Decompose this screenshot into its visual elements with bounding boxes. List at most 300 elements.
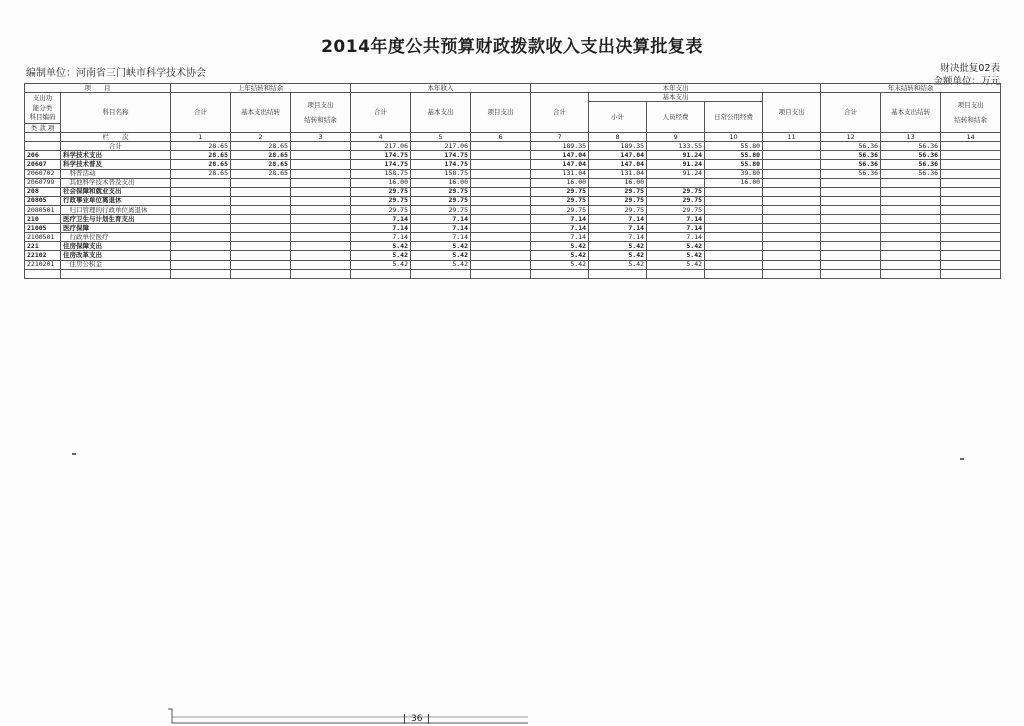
row-value-col-5: 7.14 — [411, 215, 471, 224]
row-value-col-11 — [763, 242, 821, 251]
row-value-col-7: 189.35 — [531, 142, 589, 151]
row-code: 208 — [25, 187, 61, 196]
row-value-col-11 — [763, 187, 821, 196]
row-value-col-3 — [291, 196, 351, 205]
header-lei-kuan-xiang — [25, 124, 61, 133]
row-subject-name: 住房保障支出 — [61, 242, 171, 251]
row-value-col-5: 7.14 — [411, 224, 471, 233]
row-value-col-10: 55.80 — [705, 151, 763, 160]
row-value-col-6 — [471, 233, 531, 242]
row-value-col-5: 174.75 — [411, 160, 471, 169]
row-value-col-10 — [705, 251, 763, 260]
row-value-col-7: 16.00 — [531, 178, 589, 187]
row-value-col-11 — [763, 142, 821, 151]
row-code: 206 — [25, 151, 61, 160]
row-value-col-13 — [881, 224, 941, 233]
row-value-col-7: 29.75 — [531, 187, 589, 196]
row-value-col-14 — [941, 233, 1001, 242]
row-value-col-6 — [471, 160, 531, 169]
row-value-col-4: 7.14 — [351, 224, 411, 233]
row-value-col-1 — [171, 187, 231, 196]
col-num: 9 — [647, 133, 705, 142]
row-code: 2100501 — [25, 233, 61, 242]
blank-cell — [291, 269, 351, 278]
row-value-col-3 — [291, 205, 351, 214]
row-value-col-3 — [291, 187, 351, 196]
row-value-col-4: 174.75 — [351, 151, 411, 160]
row-value-col-9: 29.75 — [647, 196, 705, 205]
row-value-col-4: 7.14 — [351, 215, 411, 224]
preparing-unit: 编制单位：河南省三门峡市科学技术协会 — [26, 68, 206, 79]
row-value-col-13 — [881, 205, 941, 214]
header-yearend-project — [941, 93, 1001, 133]
row-value-col-4: 5.42 — [351, 260, 411, 269]
row-value-col-14 — [941, 178, 1001, 187]
row-value-col-3 — [291, 224, 351, 233]
row-value-col-3 — [291, 169, 351, 178]
row-value-col-13: 56.36 — [881, 151, 941, 160]
row-value-col-10 — [705, 196, 763, 205]
row-value-col-9: 29.75 — [647, 205, 705, 214]
table-row — [25, 187, 1001, 196]
row-code: 2080501 — [25, 205, 61, 214]
row-value-col-5: 5.42 — [411, 242, 471, 251]
row-value-col-13 — [881, 178, 941, 187]
row-subject-name: 行政事业单位离退休 — [61, 196, 171, 205]
row-value-col-12: 56.36 — [821, 142, 881, 151]
row-value-col-1: 28.65 — [171, 142, 231, 151]
row-value-col-6 — [471, 251, 531, 260]
row-value-col-12 — [821, 178, 881, 187]
row-value-col-11 — [763, 169, 821, 178]
row-value-col-13 — [881, 196, 941, 205]
row-value-col-14 — [941, 151, 1001, 160]
budget-table — [24, 83, 1001, 279]
row-value-col-6 — [471, 169, 531, 178]
blank-cell — [589, 269, 647, 278]
row-value-col-6 — [471, 196, 531, 205]
row-value-col-7: 7.14 — [531, 215, 589, 224]
row-value-col-11 — [763, 205, 821, 214]
row-value-col-2 — [231, 215, 291, 224]
row-value-col-8: 7.14 — [589, 224, 647, 233]
row-value-col-10 — [705, 242, 763, 251]
col-num: 5 — [411, 133, 471, 142]
row-value-col-9: 91.24 — [647, 151, 705, 160]
table-row — [25, 233, 1001, 242]
blank-cell — [941, 269, 1001, 278]
row-value-col-1: 28.65 — [171, 151, 231, 160]
row-value-col-11 — [763, 251, 821, 260]
row-code: 20607 — [25, 160, 61, 169]
row-value-col-14 — [941, 242, 1001, 251]
header-prev-project-l2: 结转和结余 — [304, 115, 337, 124]
blank-cell — [881, 269, 941, 278]
row-value-col-13 — [881, 242, 941, 251]
row-subject-name: 科学技术普及 — [61, 160, 171, 169]
row-value-col-1 — [171, 233, 231, 242]
row-value-col-8: 7.14 — [589, 215, 647, 224]
row-value-col-4: 158.75 — [351, 169, 411, 178]
row-value-col-8: 29.75 — [589, 187, 647, 196]
row-value-col-5: 16.00 — [411, 178, 471, 187]
row-value-col-2: 28.65 — [231, 160, 291, 169]
blank-cell — [171, 269, 231, 278]
row-value-col-8: 131.04 — [589, 169, 647, 178]
row-value-col-9: 5.42 — [647, 242, 705, 251]
row-code: 2060799 — [25, 178, 61, 187]
row-value-col-7: 131.04 — [531, 169, 589, 178]
row-code: 2210201 — [25, 260, 61, 269]
row-value-col-11 — [763, 233, 821, 242]
header-income-project: 项目支出 — [471, 93, 531, 133]
row-value-col-9: 91.24 — [647, 160, 705, 169]
row-value-col-12 — [821, 205, 881, 214]
row-value-col-1: 28.65 — [171, 169, 231, 178]
row-value-col-2 — [231, 251, 291, 260]
header-func-class — [25, 93, 61, 124]
row-value-col-10: 55.80 — [705, 160, 763, 169]
row-code — [25, 142, 61, 151]
row-value-col-10 — [705, 205, 763, 214]
row-value-col-3 — [291, 233, 351, 242]
row-value-col-14 — [941, 169, 1001, 178]
row-value-col-12 — [821, 251, 881, 260]
row-value-col-9: 7.14 — [647, 233, 705, 242]
col-num: 13 — [881, 133, 941, 142]
row-value-col-1 — [171, 224, 231, 233]
row-value-col-14 — [941, 196, 1001, 205]
row-subject-name: 医疗保障 — [61, 224, 171, 233]
row-value-col-12 — [821, 215, 881, 224]
row-value-col-13 — [881, 251, 941, 260]
row-value-col-5: 5.42 — [411, 260, 471, 269]
row-value-col-8: 147.04 — [589, 160, 647, 169]
row-value-col-10: 16.00 — [705, 178, 763, 187]
lanci-label: 栏 次 — [61, 133, 171, 142]
row-value-col-10 — [705, 224, 763, 233]
blank-cell — [821, 269, 881, 278]
row-value-col-11 — [763, 151, 821, 160]
row-value-col-6 — [471, 205, 531, 214]
row-value-col-7: 29.75 — [531, 196, 589, 205]
row-code: 20805 — [25, 196, 61, 205]
row-value-col-1 — [171, 260, 231, 269]
row-code: 221 — [25, 242, 61, 251]
row-subject-name: 其他科学技术普及支出 — [61, 178, 171, 187]
header-income-basic: 基本支出 — [411, 93, 471, 133]
row-value-col-6 — [471, 215, 531, 224]
row-value-col-1 — [171, 196, 231, 205]
header-prev-total: 合计 — [171, 93, 231, 133]
row-value-col-9 — [647, 178, 705, 187]
row-value-col-8: 29.75 — [589, 196, 647, 205]
blank-cell — [351, 269, 411, 278]
table-row — [25, 224, 1001, 233]
form-number: 财决批复02表 — [940, 63, 1000, 74]
row-value-col-3 — [291, 251, 351, 260]
blank-cell — [647, 269, 705, 278]
row-value-col-14 — [941, 160, 1001, 169]
blank-cell — [411, 269, 471, 278]
header-prev-basic: 基本支出结转 — [231, 93, 291, 133]
row-value-col-7: 7.14 — [531, 224, 589, 233]
row-value-col-9: 5.42 — [647, 260, 705, 269]
blank-cell — [531, 269, 589, 278]
row-value-col-12: 56.36 — [821, 169, 881, 178]
row-value-col-5: 5.42 — [411, 251, 471, 260]
header-xiang: 项 — [47, 123, 55, 132]
row-value-col-3 — [291, 260, 351, 269]
row-value-col-4: 29.75 — [351, 196, 411, 205]
row-value-col-12 — [821, 196, 881, 205]
col-num: 10 — [705, 133, 763, 142]
blank-cell — [705, 269, 763, 278]
header-expense-project: 项目支出 — [763, 93, 821, 133]
row-value-col-1 — [171, 215, 231, 224]
col-num: 3 — [291, 133, 351, 142]
row-value-col-14 — [941, 187, 1001, 196]
row-code: 210 — [25, 215, 61, 224]
col-num: 1 — [171, 133, 231, 142]
row-code: 2060702 — [25, 169, 61, 178]
col-num: 8 — [589, 133, 647, 142]
header-lei: 类 — [30, 123, 38, 132]
row-value-col-5: 217.06 — [411, 142, 471, 151]
row-value-col-13 — [881, 233, 941, 242]
page-footer-stamp — [168, 697, 528, 726]
row-value-col-14 — [941, 215, 1001, 224]
row-value-col-9: 5.42 — [647, 251, 705, 260]
row-value-col-2: 28.65 — [231, 151, 291, 160]
table-row — [25, 205, 1001, 214]
row-value-col-12 — [821, 187, 881, 196]
row-value-col-6 — [471, 151, 531, 160]
blank-cell — [231, 269, 291, 278]
row-value-col-13 — [881, 187, 941, 196]
row-value-col-2 — [231, 187, 291, 196]
blank-cell — [471, 269, 531, 278]
col-num: 11 — [763, 133, 821, 142]
row-value-col-9: 7.14 — [647, 215, 705, 224]
row-value-col-11 — [763, 178, 821, 187]
header-func-line2: 能分类 — [32, 103, 53, 112]
table-row — [25, 169, 1001, 178]
row-value-col-8: 189.35 — [589, 142, 647, 151]
row-value-col-14 — [941, 260, 1001, 269]
row-value-col-7: 147.04 — [531, 151, 589, 160]
row-value-col-8: 5.42 — [589, 260, 647, 269]
row-value-col-6 — [471, 187, 531, 196]
row-value-col-3 — [291, 151, 351, 160]
row-value-col-9: 29.75 — [647, 187, 705, 196]
row-value-col-12 — [821, 242, 881, 251]
row-value-col-8: 16.00 — [589, 178, 647, 187]
row-value-col-12 — [821, 260, 881, 269]
row-value-col-10: 55.80 — [705, 142, 763, 151]
row-value-col-6 — [471, 242, 531, 251]
row-value-col-10 — [705, 260, 763, 269]
col-num: 12 — [821, 133, 881, 142]
footer-line — [168, 709, 528, 723]
header-yearend-basic: 基本支出结转 — [881, 93, 941, 133]
header-prev-carry: 上年结转和结余 — [171, 84, 351, 93]
row-value-col-13 — [881, 215, 941, 224]
table-row — [25, 260, 1001, 269]
row-value-col-13: 56.36 — [881, 160, 941, 169]
row-value-col-14 — [941, 205, 1001, 214]
row-code: 22102 — [25, 251, 61, 260]
row-value-col-12 — [821, 224, 881, 233]
row-value-col-5: 29.75 — [411, 196, 471, 205]
row-value-col-7: 5.42 — [531, 251, 589, 260]
scan-speck — [960, 458, 964, 460]
table-row — [25, 160, 1001, 169]
header-personnel: 人员经费 — [647, 102, 705, 133]
budget-table-container — [24, 83, 1000, 301]
row-value-col-10: 39.80 — [705, 169, 763, 178]
col-num: 2 — [231, 133, 291, 142]
scan-speck — [72, 453, 76, 455]
table-row — [25, 196, 1001, 205]
row-subject-name: 科普活动 — [61, 169, 171, 178]
page-title: 2014年度公共预算财政拨款收入支出决算批复表 — [321, 37, 703, 57]
row-value-col-4: 217.06 — [351, 142, 411, 151]
row-value-col-6 — [471, 260, 531, 269]
table-row — [25, 251, 1001, 260]
header-income-total: 合计 — [351, 93, 411, 133]
row-value-col-1 — [171, 205, 231, 214]
row-value-col-12: 56.36 — [821, 151, 881, 160]
blank-cell — [763, 269, 821, 278]
header-yearend-total: 合计 — [821, 93, 881, 133]
row-value-col-2 — [231, 224, 291, 233]
header-yearend-project-l2: 结转和结余 — [954, 115, 987, 124]
row-value-col-2 — [231, 233, 291, 242]
row-value-col-5: 158.75 — [411, 169, 471, 178]
header-subtotal: 小计 — [589, 102, 647, 133]
header-expense-basic: 基本支出 — [589, 93, 763, 102]
table-body — [25, 142, 1001, 269]
row-subject-name: 合计 — [61, 142, 171, 151]
row-value-col-3 — [291, 178, 351, 187]
header-curr-expense: 本年支出 — [531, 84, 821, 93]
col-num: 14 — [941, 133, 1001, 142]
row-value-col-2 — [231, 178, 291, 187]
header-curr-income: 本年收入 — [351, 84, 531, 93]
row-value-col-10 — [705, 187, 763, 196]
row-value-col-13: 56.36 — [881, 142, 941, 151]
row-value-col-4: 5.42 — [351, 242, 411, 251]
header-yearend-project-l1: 项目支出 — [957, 101, 984, 110]
row-value-col-11 — [763, 160, 821, 169]
table-row — [25, 242, 1001, 251]
amount-unit: 金额单位：万元 — [933, 76, 1000, 87]
header-func-line3: 科目编码 — [29, 112, 56, 121]
header-expense-total: 合计 — [531, 93, 589, 133]
row-value-col-4: 7.14 — [351, 233, 411, 242]
row-subject-name: 科学技术支出 — [61, 151, 171, 160]
col-num: 4 — [351, 133, 411, 142]
row-value-col-5: 29.75 — [411, 187, 471, 196]
row-value-col-8: 147.04 — [589, 151, 647, 160]
row-value-col-2: 28.65 — [231, 142, 291, 151]
row-value-col-1 — [171, 178, 231, 187]
row-value-col-6 — [471, 142, 531, 151]
row-value-col-8: 5.42 — [589, 251, 647, 260]
row-value-col-10 — [705, 233, 763, 242]
row-value-col-11 — [763, 260, 821, 269]
row-value-col-4: 29.75 — [351, 187, 411, 196]
table-row — [25, 215, 1001, 224]
blank-cell — [61, 269, 171, 278]
row-value-col-8: 7.14 — [589, 233, 647, 242]
row-value-col-2 — [231, 260, 291, 269]
row-value-col-8: 5.42 — [589, 242, 647, 251]
row-value-col-4: 5.42 — [351, 251, 411, 260]
row-value-col-14 — [941, 251, 1001, 260]
row-value-col-2 — [231, 196, 291, 205]
lanci-blank — [25, 133, 61, 142]
header-prev-project-l1: 项目支出 — [307, 101, 334, 110]
row-value-col-12: 56.36 — [821, 160, 881, 169]
row-value-col-14 — [941, 224, 1001, 233]
row-value-col-1: 28.65 — [171, 160, 231, 169]
row-value-col-11 — [763, 215, 821, 224]
row-value-col-7: 29.75 — [531, 205, 589, 214]
row-subject-name: 住房改革支出 — [61, 251, 171, 260]
row-value-col-4: 174.75 — [351, 160, 411, 169]
row-value-col-9: 7.14 — [647, 224, 705, 233]
row-value-col-1 — [171, 242, 231, 251]
row-value-col-2 — [231, 205, 291, 214]
col-num: 6 — [471, 133, 531, 142]
row-value-col-4: 16.00 — [351, 178, 411, 187]
row-value-col-5: 174.75 — [411, 151, 471, 160]
row-value-col-9: 133.55 — [647, 142, 705, 151]
row-subject-name: 行政单位医疗 — [61, 233, 171, 242]
row-value-col-1 — [171, 251, 231, 260]
table-row — [25, 151, 1001, 160]
row-subject-name: 医疗卫生与计划生育支出 — [61, 215, 171, 224]
header-func-line1: 支出功 — [32, 94, 53, 103]
header-project: 项 目 — [25, 84, 171, 93]
row-value-col-3 — [291, 242, 351, 251]
table-row — [25, 178, 1001, 187]
col-num: 7 — [531, 133, 589, 142]
row-subject-name: 住房公积金 — [61, 260, 171, 269]
row-value-col-5: 7.14 — [411, 233, 471, 242]
row-value-col-9: 91.24 — [647, 169, 705, 178]
row-value-col-13: 56.36 — [881, 169, 941, 178]
row-value-col-10 — [705, 215, 763, 224]
row-value-col-8: 29.75 — [589, 205, 647, 214]
row-value-col-7: 5.42 — [531, 242, 589, 251]
row-value-col-7: 147.04 — [531, 160, 589, 169]
row-value-col-6 — [471, 178, 531, 187]
row-value-col-5: 29.75 — [411, 205, 471, 214]
row-value-col-3 — [291, 160, 351, 169]
row-value-col-12 — [821, 233, 881, 242]
row-value-col-14 — [941, 142, 1001, 151]
row-value-col-4: 29.75 — [351, 205, 411, 214]
row-subject-name: 归口管理的行政单位离退休 — [61, 205, 171, 214]
row-value-col-11 — [763, 196, 821, 205]
row-value-col-3 — [291, 142, 351, 151]
row-value-col-7: 5.42 — [531, 260, 589, 269]
row-value-col-2: 28.65 — [231, 169, 291, 178]
row-value-col-2 — [231, 242, 291, 251]
